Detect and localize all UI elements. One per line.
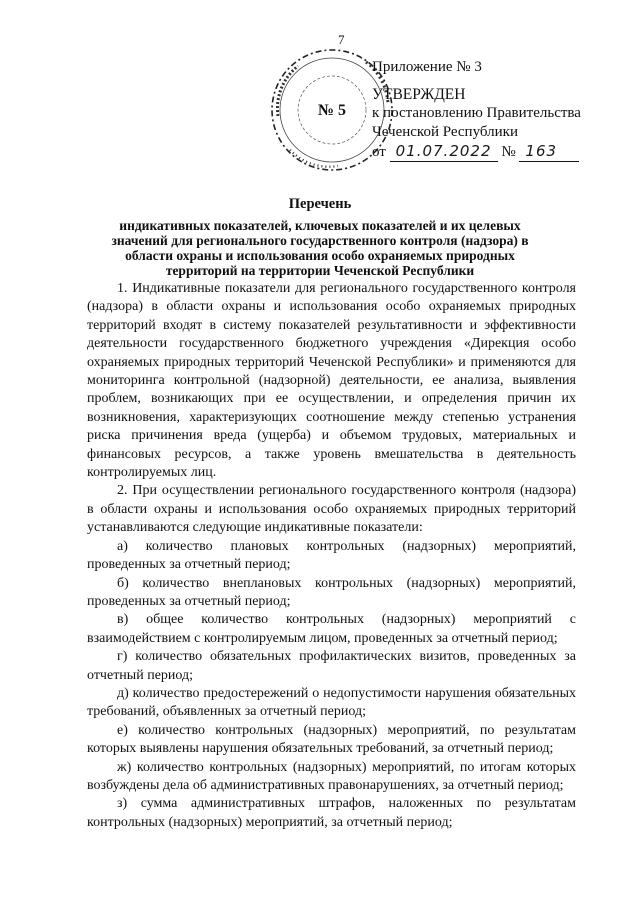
list-item-v: в) общее количество контрольных (надзорных) мероприятий с взаимодействием с контролируемым лицом, проведенных за отчетный период; — [87, 612, 576, 646]
list-item-b: б) количество внеплановых контрольных (надзорных) мероприятий, проведенных за отчетный период; — [87, 575, 576, 609]
list-item-zh: ж) количество контрольных (надзорных) мероприятий, по итогам которых возбуждены дела об административных правонарушениях, за отчетный период; — [87, 759, 576, 793]
approval-block — [372, 58, 581, 162]
list-item-a: а) количество плановых контрольных (надзорных) мероприятий, проведенных за отчетный период; — [87, 538, 576, 573]
date-prefix: от — [372, 144, 386, 160]
handwritten-number: 163 — [519, 142, 579, 162]
paragraph-1: 1. Индикативные показатели для регионального государственного контроля (надзора) в области охраны и использования особо охраняемых природных территорий входят в систему показателей результативности и эффективности деятельности государственного бюджетного учреждения «Дирекция особо охраняемых природных территорий Чеченской Республики» и применяются для мониторинга контрольной (надзорной) деятельности, ее анализа, выявления проблем, возникающих при ее осуществлении, и определения причин их возникновения, характеризующих соотношение между степенью устранения риска причинения вреда (ущерба) и объемом трудовых, материальных и финансовых ресурсов, а также уровень вмешательства в деятельность контролируемых лиц. — [87, 281, 576, 481]
appendix-label: Приложение № 3 — [372, 59, 482, 75]
list-item-e: е) количество контрольных (надзорных) мероприятий, по результатам которых выявлены нарушения обязательных требований, за отчетный период; — [87, 722, 576, 757]
list-item-g: г) количество обязательных профилактических визитов, проведенных за отчетный период; — [87, 649, 576, 683]
handwritten-date: 01.07.2022 — [390, 142, 498, 162]
approved-label: УТВЕРЖДЕН — [372, 86, 466, 103]
list-item-z: з) сумма административных штрафов, наложенных по результатам контрольных (надзорных) мероприятий, за отчетный период; — [87, 796, 576, 830]
number-prefix: № — [501, 144, 516, 160]
document-body — [87, 280, 576, 832]
resolution-line-1: к постановлению Правительства — [372, 105, 581, 121]
seal-number: № 5 — [317, 102, 347, 119]
list-item-d: д) количество предостережений о недопустимости нарушения обязательных требований, объявленных за отчетный период; — [87, 685, 576, 720]
resolution-line-2: Чеченской Республики — [372, 124, 518, 140]
page-number: 7 — [338, 32, 345, 47]
paragraph-2: 2. При осуществлении регионального государственного контроля (надзора) в области охраны и использования особо охраняемых природных территорий устанавливаются следующие индикативные показатели: — [87, 483, 576, 536]
document-subtitle: индикативных показателей, ключевых показателей и их целевых значений для регионального государственного контроля (надзора) в области охраны и использования особо охраняемых природных территорий на территории Чеченской Республики — [111, 218, 529, 278]
resolution-date-line — [372, 142, 581, 162]
document-title: Перечень — [288, 196, 352, 212]
